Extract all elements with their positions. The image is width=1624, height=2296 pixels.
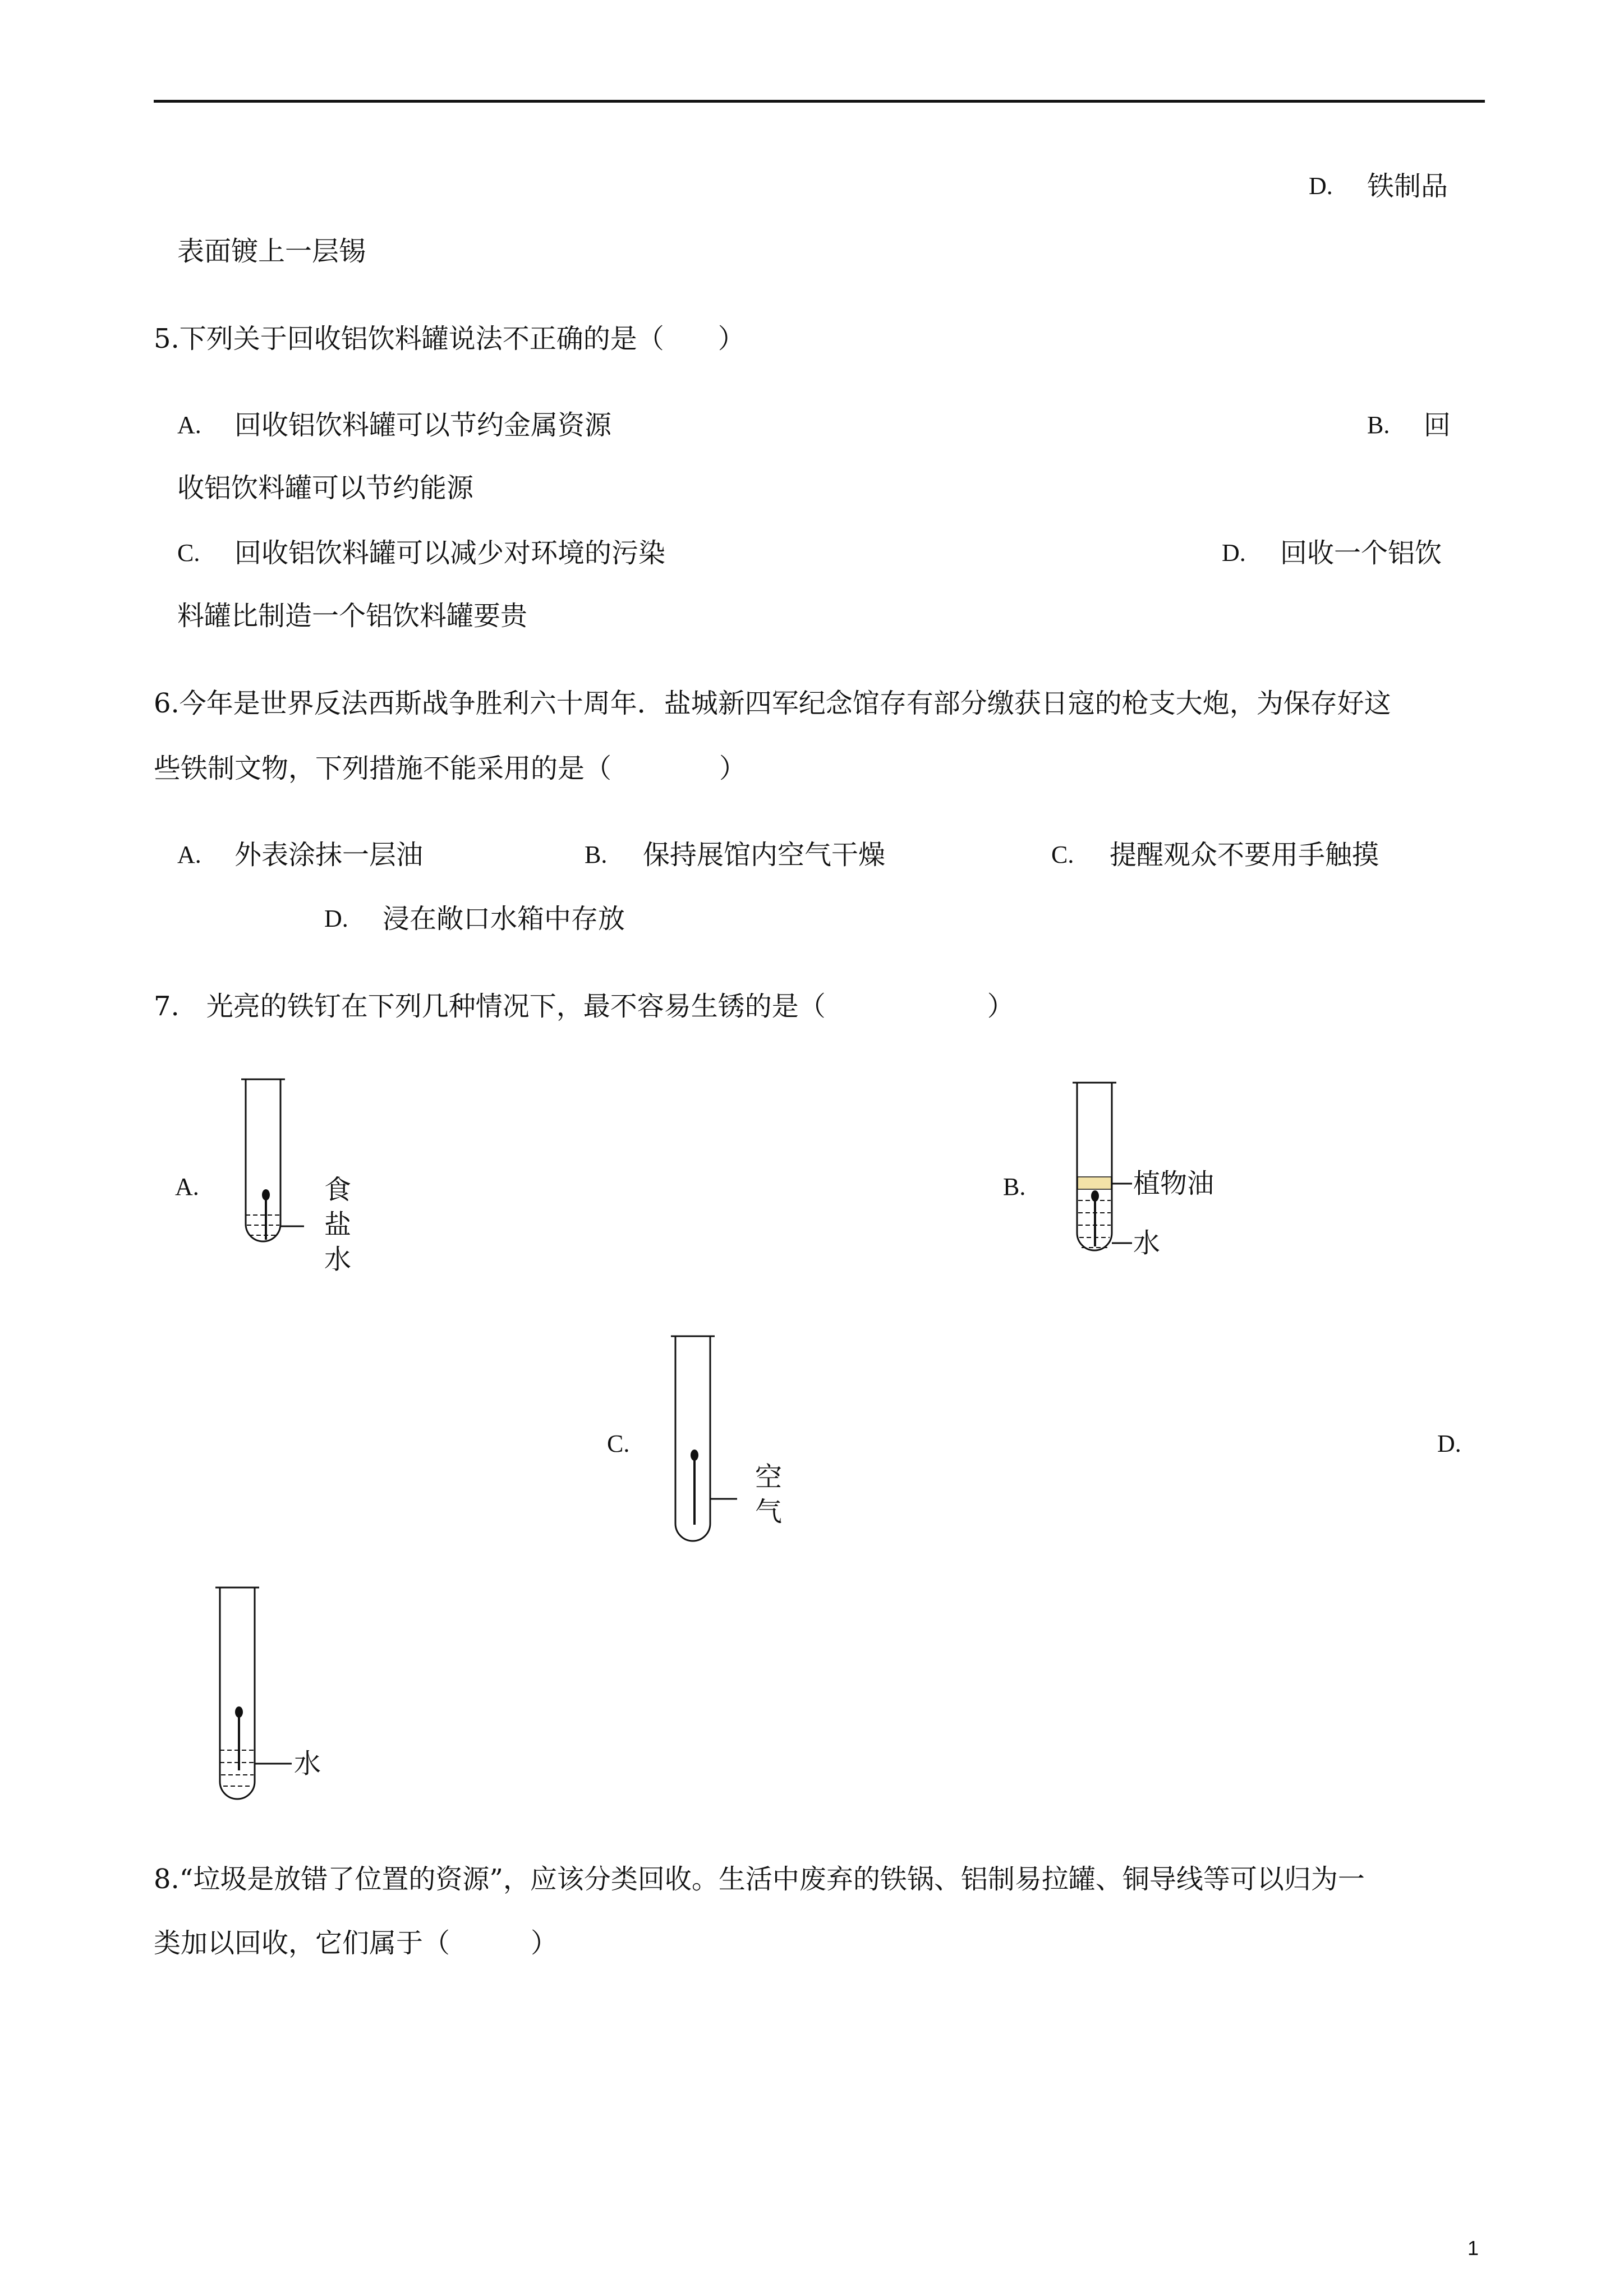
q6-option-b-label: B. <box>585 841 608 868</box>
q6-option-d-text: 浸在敞口水箱中存放 <box>383 903 625 935</box>
q5-option-a-text: 回收铝饮料罐可以节约金属资源 <box>234 409 612 441</box>
test-tube-salt-water-figure <box>233 1077 379 1290</box>
q7-option-d-caption: 水 <box>294 1748 321 1779</box>
q7-option-a-label: A. <box>175 1173 199 1200</box>
q5-option-c-text: 回收铝饮料罐可以减少对环境的污染 <box>234 537 666 569</box>
test-tube-water-figure <box>209 1585 343 1810</box>
q8-stem: 8.“垃圾是放错了位置的资源”，应该分类回收。生活中废弃的铁锅、铝制易拉罐、铜导线等可以归为一 <box>154 1864 1365 1895</box>
q4-option-d-text-cont: 表面镀上一层锡 <box>177 236 366 267</box>
q5-option-d-label: D. <box>1222 539 1246 567</box>
q4-option-d-text: 铁制品 <box>1367 171 1448 202</box>
q5-option-c-label: C. <box>177 539 200 567</box>
q6-option-d-label: D. <box>324 905 348 932</box>
q5-option-a-label: A. <box>177 411 201 439</box>
q7-option-c-label: C. <box>607 1430 630 1457</box>
q6-option-c-text: 提醒观众不要用手触摸 <box>1110 839 1379 871</box>
q7-stem: 7. 光亮的铁钉在下列几种情况下，最不容易生锈的是（ ） <box>154 991 1014 1022</box>
q4-option-d-label: D. <box>1309 172 1333 200</box>
page-number: 1 <box>1467 2237 1479 2260</box>
q6-option-a-label: A. <box>177 841 201 868</box>
q7-option-b-label: B. <box>1003 1173 1026 1200</box>
q5-option-b-text-cont: 收铝饮料罐可以节约能源 <box>177 472 474 504</box>
q7-option-a-caption: 食盐水 <box>324 1174 351 1275</box>
header-rule <box>154 100 1485 103</box>
q7-option-d-label: D. <box>1437 1430 1461 1457</box>
q6-option-b-text: 保持展馆内空气干燥 <box>643 839 886 871</box>
q5-option-d-text: 回收一个铝饮 <box>1280 537 1442 569</box>
q7-option-c-caption: 空气 <box>755 1461 782 1527</box>
q6-option-c-label: C. <box>1051 841 1074 868</box>
q5-option-d-text-cont: 料罐比制造一个铝饮料罐要贵 <box>177 600 528 632</box>
q6-option-a-text: 外表涂抹一层油 <box>234 839 424 871</box>
q7-option-b-caption-water: 水 <box>1133 1227 1161 1259</box>
q5-option-b-label: B. <box>1367 411 1390 439</box>
q8-stem-cont: 类加以回收，它们属于（ ） <box>154 1927 558 1959</box>
q7-option-b-caption-oil: 植物油 <box>1133 1168 1214 1199</box>
q5-stem: 5.下列关于回收铝饮料罐说法不正确的是（ ） <box>154 323 745 355</box>
q5-option-b-text: 回 <box>1424 409 1451 441</box>
q6-stem-cont: 些铁制文物，下列措施不能采用的是（ ） <box>154 753 747 784</box>
q6-stem: 6.今年是世界反法西斯战争胜利六十周年．盐城新四军纪念馆存有部分缴获日寇的枪支大炮，为保存好这 <box>154 688 1391 719</box>
